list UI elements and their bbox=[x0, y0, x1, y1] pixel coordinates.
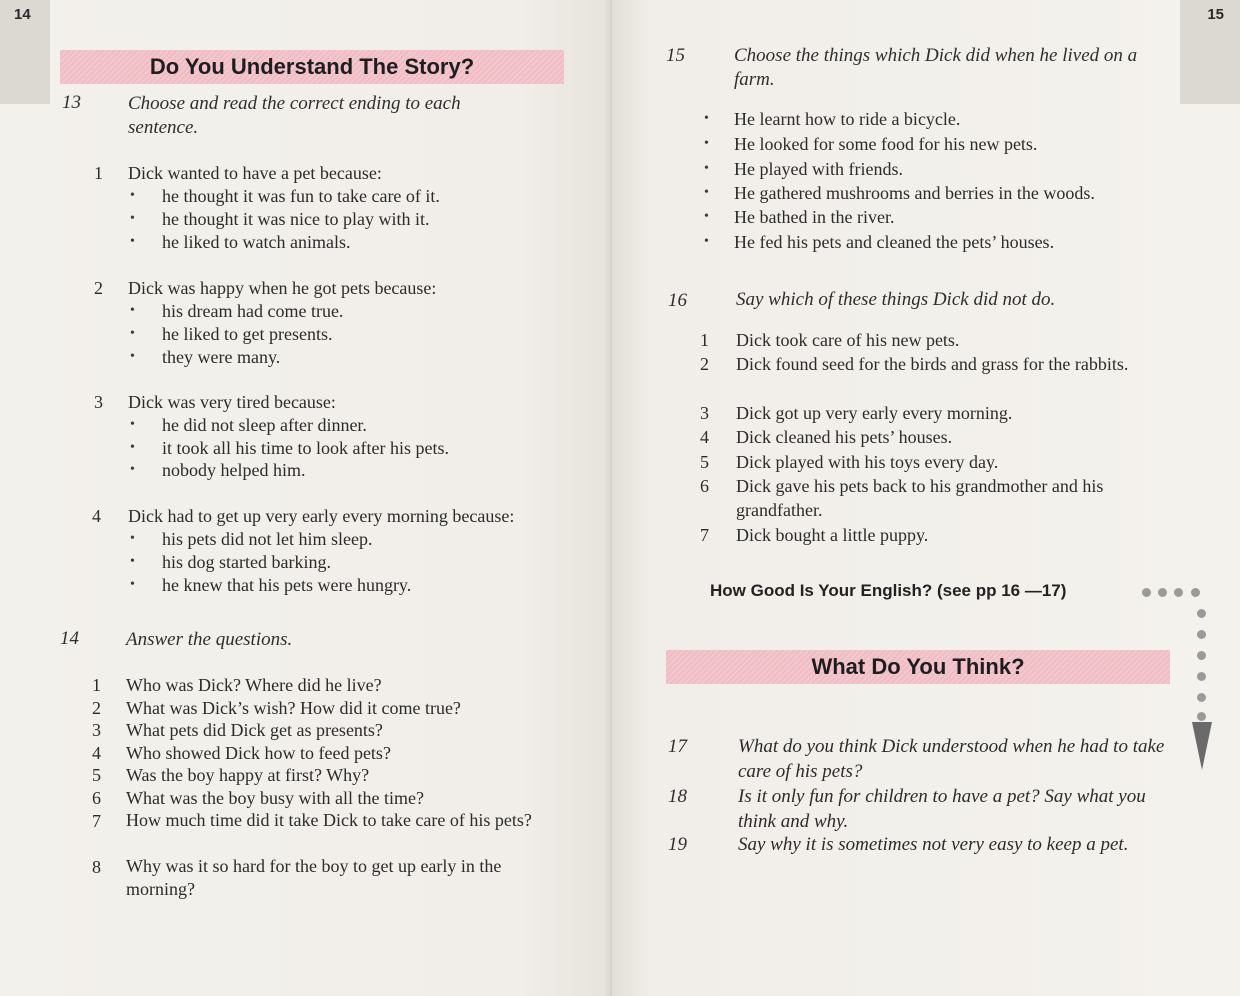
ex13-option: his dream had come true. bbox=[162, 301, 344, 321]
ex16-item: Dick got up very early every morning. bbox=[736, 403, 1013, 423]
exercise-number-15: 15 bbox=[666, 45, 685, 66]
ex16-item: Dick took care of his new pets. bbox=[736, 330, 960, 350]
right-page bbox=[612, 0, 1240, 996]
discussion-question: Is it only fun for children to have a pet? Say what you think and why. bbox=[738, 786, 1146, 832]
see-pages-reference: How Good Is Your English? (see pp 16 —17) bbox=[710, 581, 1067, 600]
section-banner-think: What Do You Think? bbox=[666, 650, 1170, 684]
ex13-option: he thought it was nice to play with it. bbox=[162, 209, 430, 229]
ex13-item-number: 2 bbox=[94, 278, 103, 298]
ex15-option: He fed his pets and cleaned the pets’ houses. bbox=[734, 232, 1055, 252]
ex15-option: He looked for some food for his new pets. bbox=[734, 134, 1038, 154]
section-banner-understand: Do You Understand The Story? bbox=[60, 50, 564, 84]
ex15-option: He gathered mushrooms and berries in the woods. bbox=[734, 183, 1095, 203]
exercise-13-instruction: Choose and read the correct ending to each sentence. bbox=[128, 93, 461, 138]
ex16-item: Dick cleaned his pets’ houses. bbox=[736, 427, 953, 447]
ex13-option: he knew that his pets were hungry. bbox=[162, 575, 412, 595]
bullet-icon: • bbox=[704, 161, 709, 176]
ex13-option: his dog started barking. bbox=[162, 552, 331, 572]
ex14-question-number: 6 bbox=[92, 788, 101, 808]
ex13-option: he did not sleep after dinner. bbox=[162, 415, 367, 435]
ex16-item: Dick bought a little puppy. bbox=[736, 525, 929, 545]
exercise-15-instruction: Choose the things which Dick did when he lived on a farm. bbox=[734, 45, 1138, 90]
ex14-question: How much time did it take Dick to take care of his pets? bbox=[126, 810, 532, 830]
bullet-icon: • bbox=[704, 111, 709, 126]
dot-icon bbox=[1142, 588, 1151, 597]
ex14-question-number: 4 bbox=[92, 743, 101, 763]
bullet-icon: • bbox=[130, 234, 135, 249]
bullet-icon: • bbox=[704, 185, 709, 200]
dot-icon bbox=[1197, 693, 1206, 702]
bullet-icon: • bbox=[130, 326, 135, 341]
ex14-question: What was Dick’s wish? How did it come true? bbox=[126, 698, 461, 718]
ex13-option: they were many. bbox=[162, 347, 281, 367]
bullet-icon: • bbox=[130, 577, 135, 592]
bullet-icon: • bbox=[130, 349, 135, 364]
page-number-right: 15 bbox=[1207, 6, 1224, 23]
bullet-icon: • bbox=[130, 554, 135, 569]
discussion-question: What do you think Dick understood when he had to take care of his pets? bbox=[738, 736, 1165, 782]
dot-icon bbox=[1197, 712, 1206, 721]
ex13-option: he liked to watch animals. bbox=[162, 232, 351, 252]
ex16-item-number: 4 bbox=[700, 427, 709, 447]
ex15-option: He played with friends. bbox=[734, 159, 903, 179]
ex13-option: he liked to get presents. bbox=[162, 324, 333, 344]
exercise-number-17: 17 bbox=[668, 736, 687, 757]
ex13-item-stem: Dick was very tired because: bbox=[128, 392, 336, 412]
ex13-item-number: 4 bbox=[92, 506, 101, 526]
exercise-16-instruction: Say which of these things Dick did not do. bbox=[736, 289, 1056, 310]
discussion-question: Say why it is sometimes not very easy to keep a pet. bbox=[738, 834, 1129, 855]
ex13-option: nobody helped him. bbox=[162, 460, 306, 480]
ex13-item-number: 1 bbox=[94, 163, 103, 183]
ex16-item-number: 2 bbox=[700, 354, 709, 374]
ex13-item-stem: Dick was happy when he got pets because: bbox=[128, 278, 437, 298]
ex13-item-stem: Dick had to get up very early every morning because: bbox=[128, 506, 515, 526]
bullet-icon: • bbox=[130, 303, 135, 318]
dot-icon bbox=[1174, 588, 1183, 597]
ex16-item-number: 7 bbox=[700, 525, 709, 545]
bullet-icon: • bbox=[130, 211, 135, 226]
left-page bbox=[0, 0, 612, 996]
ex13-item-number: 3 bbox=[94, 392, 103, 412]
ex13-item-stem: Dick wanted to have a pet because: bbox=[128, 163, 382, 183]
ex16-item: Dick gave his pets back to his grandmother and his grandfather. bbox=[736, 476, 1104, 520]
ex14-question-number: 3 bbox=[92, 720, 101, 740]
exercise-number-14: 14 bbox=[60, 628, 79, 649]
ex14-question-number: 7 bbox=[92, 811, 101, 831]
bullet-icon: • bbox=[130, 462, 135, 477]
exercise-number-19: 19 bbox=[668, 834, 687, 855]
bullet-icon: • bbox=[704, 209, 709, 224]
ex14-question: Who showed Dick how to feed pets? bbox=[126, 743, 391, 763]
dot-icon bbox=[1158, 588, 1167, 597]
down-arrow-icon bbox=[1192, 722, 1212, 770]
dot-icon bbox=[1197, 609, 1206, 618]
ex16-item: Dick found seed for the birds and grass for the rabbits. bbox=[736, 354, 1129, 374]
exercise-number-16: 16 bbox=[668, 290, 687, 311]
exercise-number-18: 18 bbox=[668, 786, 687, 807]
ex15-option: He bathed in the river. bbox=[734, 207, 895, 227]
ex14-question: Was the boy happy at first? Why? bbox=[126, 765, 370, 785]
ex14-question-number: 1 bbox=[92, 675, 101, 695]
bullet-icon: • bbox=[130, 188, 135, 203]
ex16-item-number: 1 bbox=[700, 330, 709, 350]
ex16-item-number: 3 bbox=[700, 403, 709, 423]
dot-icon bbox=[1197, 630, 1206, 639]
ex13-option: he thought it was fun to take care of it. bbox=[162, 186, 440, 206]
ex14-question: What pets did Dick get as presents? bbox=[126, 720, 383, 740]
ex15-option: He learnt how to ride a bicycle. bbox=[734, 109, 961, 129]
ex16-item-number: 6 bbox=[700, 476, 709, 496]
ex14-question: Who was Dick? Where did he live? bbox=[126, 675, 382, 695]
exercise-14-instruction: Answer the questions. bbox=[126, 629, 293, 650]
bullet-icon: • bbox=[130, 531, 135, 546]
dot-icon bbox=[1197, 672, 1206, 681]
ex16-item: Dick played with his toys every day. bbox=[736, 452, 999, 472]
ex14-question-number: 2 bbox=[92, 698, 101, 718]
ex13-option: his pets did not let him sleep. bbox=[162, 529, 373, 549]
ex13-option: it took all his time to look after his pets. bbox=[162, 438, 449, 458]
ex14-question: What was the boy busy with all the time? bbox=[126, 788, 424, 808]
dot-icon bbox=[1191, 588, 1200, 597]
ex14-question: Why was it so hard for the boy to get up early in the morning? bbox=[126, 856, 502, 899]
bullet-icon: • bbox=[130, 440, 135, 455]
bullet-icon: • bbox=[130, 417, 135, 432]
bullet-icon: • bbox=[704, 136, 709, 151]
ex14-question-number: 5 bbox=[92, 765, 101, 785]
ex14-question-number: 8 bbox=[92, 857, 101, 877]
dot-icon bbox=[1197, 651, 1206, 660]
page-number-left: 14 bbox=[14, 6, 31, 23]
ex16-item-number: 5 bbox=[700, 452, 709, 472]
exercise-number-13: 13 bbox=[62, 92, 81, 113]
bullet-icon: • bbox=[704, 234, 709, 249]
